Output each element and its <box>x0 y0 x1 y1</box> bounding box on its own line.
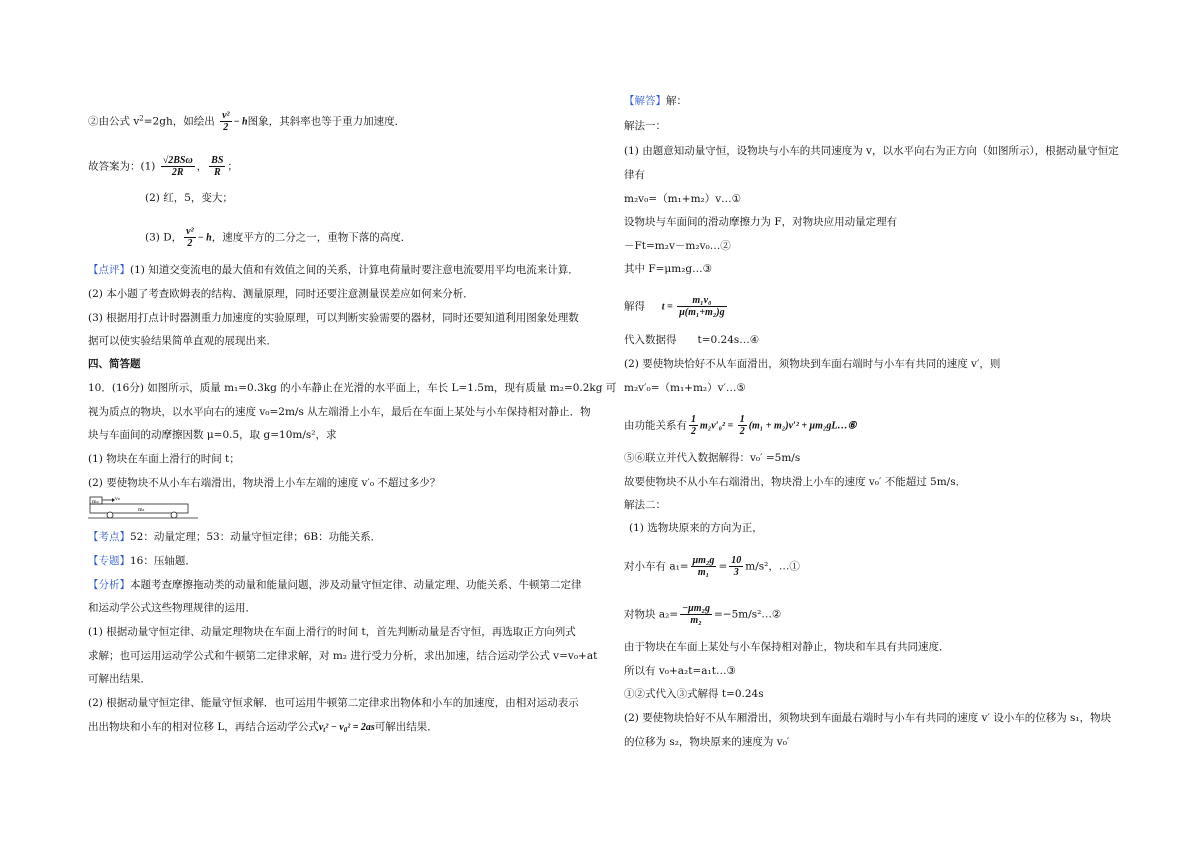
method-2-heading: 解法二： <box>624 499 666 511</box>
answer-line-2: (2) 红，5，变大； <box>145 192 233 204</box>
fraction-answer-1: √2BSω 2R <box>162 155 193 178</box>
fraction-v2-over-2: $\frac{\text{v²}}{2}$ <box>222 110 230 133</box>
r5: 其中 F=μm₂g…③ <box>624 263 713 275</box>
r6: 解得 t = $\frac{\text{m₁v₀}}{\text{μ(m₁+m₂)g}}$ <box>624 295 725 318</box>
r9: m₂v′₀=（m₁+m₂）v′…⑤ <box>624 382 746 394</box>
r14: 对小车有 a₁= $\frac{\text{μm₂g}}{\text{m₁}}$ = $\frac{10}{3}$ m/s²，…① <box>624 555 800 578</box>
fenxi-line-5: 可解出结果． <box>88 673 151 685</box>
label-v0: v₀ <box>115 496 120 502</box>
r3: 设物块与车面间的滑动摩擦力为 F，对物块应用动量定理有 <box>624 216 898 228</box>
comment-2: (2) 本小题了考查欧姆表的结构、测量原理，同时还要注意测量误差应如何来分析． <box>88 288 474 300</box>
kinematics-formula: $v_t^2 - v_0^2 = 2as$ <box>318 722 375 734</box>
r16: 由于物块在车面上某处与小车保持相对静止，物块和车具有共同速度． <box>624 641 950 653</box>
q10-part-1: (1) 物块在车面上滑行的时间 t； <box>88 453 240 465</box>
fraction-time: $\frac{\text{m₁v₀}}{\text{μ(m₁+m₂)g}}$ <box>679 295 725 318</box>
r11: ⑤⑥联立并代入数据解得：v₀′ =5m/s <box>624 452 801 464</box>
fenxi-line-3: (1) 根据动量守恒定律、动量定理物块在车面上滑行的时间 t，首先判断动量是否守恒，再选取正方向列式 <box>88 626 576 638</box>
r2: m₂v₀=（m₁+m₂）v…① <box>624 193 742 205</box>
section-heading: 四、简答题 <box>88 358 141 370</box>
fraction-answer-2: $\frac{BS}{R}$ <box>211 155 224 178</box>
wheel-right <box>171 512 177 518</box>
fenxi-line-1: 【分析】本题考查摩擦拖动类的动量和能量问题，涉及动量守恒定律、动量定理、功能关系、牛顿第二定律 <box>88 579 582 591</box>
cart-figure <box>88 494 200 520</box>
r10: 由功能关系有 $\frac{1}{2}$ m₂v′₀² = $\frac{1}{2}$ (m₁ + m₂)v′² + μm₂gL…⑥ <box>624 414 857 437</box>
r15: 对物块 a₂= $\frac{\text{−μm₂g}}{\text{m₂}}$ =−5m/s²…② <box>624 603 782 626</box>
q10-part-2: (2) 要使物块不从小车右端滑出，物块滑上小车左端的速度 v′₀ 不超过多少？ <box>88 477 441 489</box>
r18: ①②式代入③式解得 t=0.24s <box>624 688 764 700</box>
r4: －Ft=m₂v－m₂v₀…② <box>624 240 731 252</box>
kaodian-line: 【考点】52：动量定理；53：动量守恒定律；6B：功能关系． <box>88 531 382 543</box>
fraction-half-1: $\frac{1}{2}$ <box>691 414 696 437</box>
r7: 代入数据得 t=0.24s…④ <box>624 334 760 346</box>
r1b: 律有 <box>624 169 645 181</box>
q10-line-c: 块与车面间的动摩擦因数 μ=0.5，取 g=10m/s²，求 <box>88 429 337 441</box>
q10-line-a: 10．(16分) 如图所示，质量 m₁=0.3kg 的小车静止在光滑的水平面上，车长 L=1.5m，现有质量 m₂=0.2kg 可 <box>88 382 617 394</box>
r19: (2) 要使物块恰好不从车厢滑出，须物块到车面最右端时与小车有共同的速度 v′ 设小车的位移为 s₁，物块 <box>624 712 1112 724</box>
comment-3a: (3) 根据用打点计时器测重力加速度的实验原理，可以判断实验需要的器材，同时还要知道利用图象处理数 <box>88 312 579 324</box>
r1a: (1) 由题意知动量守恒，设物块与小车的共同速度为 v，以水平向右为正方向（如图所示），根据动量守恒定 <box>624 145 1119 157</box>
r8: (2) 要使物块恰好不从车面滑出，须物块到车面右端时与小车有共同的速度 v′，则 <box>624 358 1001 370</box>
answer-line-1: 故答案为：(1) √2BSω 2R ， $\frac{BS}{R}$ ； <box>88 155 238 178</box>
r12: 故要使物块不从小车右端滑出，物块滑上小车的速度 v₀′ 不能超过 5m/s． <box>624 476 967 488</box>
fenxi-line-2: 和运动学公式这些物理规律的运用． <box>88 602 256 614</box>
method-1-heading: 解法一： <box>624 120 666 132</box>
fraction-10-3: $\frac{10}{3}$ <box>731 555 742 578</box>
jieda-line: 【解答】解： <box>624 95 687 107</box>
fraction-a1: $\frac{\text{μm₂g}}{\text{m₁}}$ <box>692 555 715 578</box>
fraction-answer-3: $\frac{\text{v²}}{2}$ <box>186 226 194 249</box>
fenxi-line-7: 出出物块和小车的相对位移 L，再结合运动学公式$v_t^2 - v_0^2 = 2as$可解出结果． <box>88 721 438 734</box>
formula-line: ②由公式 $v^2=2gh$，如绘出 $\frac{\text{v²}}{2}$ − h图象，其斜率也等于重力加速度． <box>88 110 406 133</box>
comment-1: 【点评】(1) 知道交变流电的最大值和有效值之间的关系，计算电荷量时要注意电流要用平均电流来计算． <box>88 264 579 276</box>
q10-line-b: 视为质点的物块，以水平向右的速度 v₀=2m/s 从左端滑上小车，最后在车面上某处与小车保持相对静止．物 <box>88 406 591 418</box>
fenxi-line-4: 求解；也可运用运动学公式和牛顿第二定律求解，对 m₂ 进行受力分析，求出加速，结合运动学公式 v=v₀+at <box>88 650 598 662</box>
r17: 所以有 v₀+a₂t=a₁t…③ <box>624 665 736 677</box>
fraction-half-2: $\frac{1}{2}$ <box>739 414 745 437</box>
wheel-left <box>107 512 113 518</box>
label-m1: m₁ <box>138 507 145 513</box>
comment-3b: 据可以使实验结果简单直观的展现出来． <box>88 335 277 347</box>
fenxi-line-6: (2) 根据动量守恒定律、能量守恒求解．也可运用牛顿第二定律求出物体和小车的加速度，由相对运动表示 <box>88 697 579 709</box>
zhuanti-line: 【专题】16：压轴题． <box>88 555 196 567</box>
r20: 的位移为 s₂，物块原来的速度为 v₀′ <box>624 736 790 748</box>
answer-line-3: (3) D， $\frac{\text{v²}}{2}$ − h，速度平方的二分之一，重物下落的高度． <box>145 226 412 249</box>
fraction-a2: $\frac{\text{−μm₂g}}{\text{m₂}}$ <box>682 603 710 626</box>
label-m2: m₂ <box>92 499 99 505</box>
r13: (1) 选物块原来的方向为正， <box>629 522 763 534</box>
